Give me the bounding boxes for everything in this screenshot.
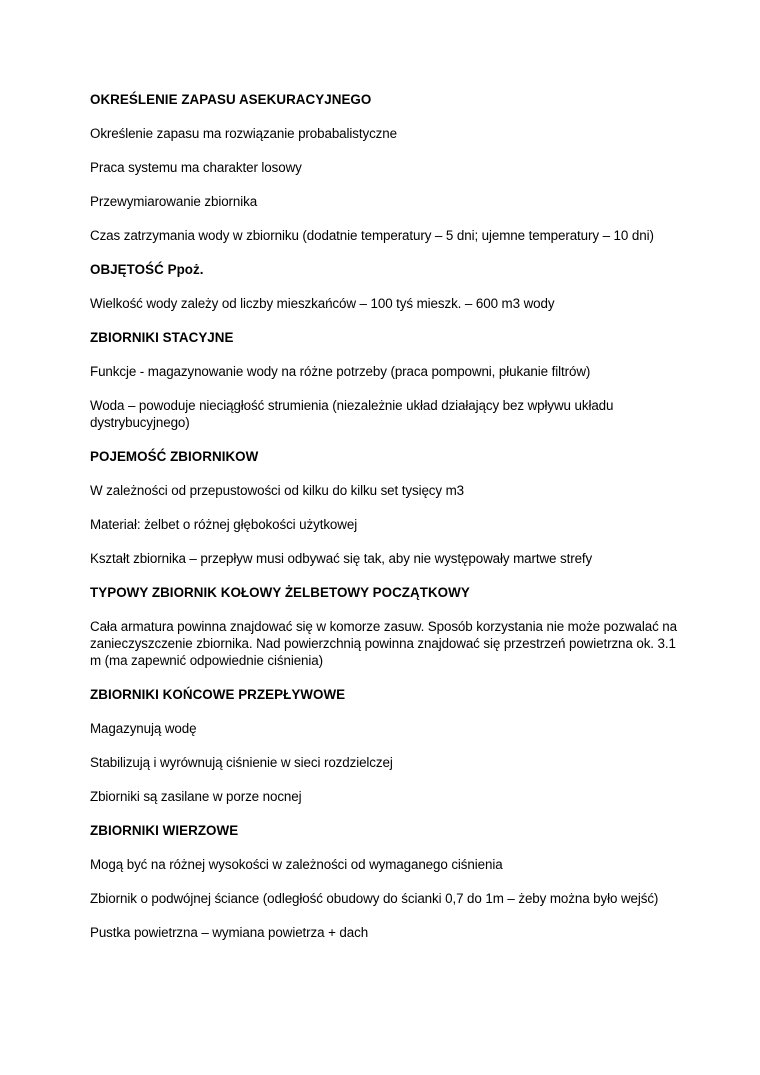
paragraph: Materiał: żelbet o różnej głębokości użytkowej	[90, 517, 358, 532]
paragraph: Zbiorniki są zasilane w porze nocnej	[90, 789, 302, 804]
section-heading: ZBIORNIKI STACYJNE	[90, 330, 234, 345]
paragraph: Zbiornik o podwójnej ściance (odległość obudowy do ścianki 0,7 do 1m – żeby można było wejść)	[90, 891, 659, 906]
paragraph: Mogą być na różnej wysokości w zależności od wymaganego ciśnienia	[90, 857, 503, 872]
paragraph: Kształt zbiornika – przepływ musi odbywać się tak, aby nie występowały martwe strefy	[90, 551, 593, 566]
section-heading: OBJĘTOŚĆ Ppoż.	[90, 262, 204, 277]
section-heading: POJEMOŚĆ ZBIORNIKOW	[90, 449, 259, 464]
paragraph: Przewymiarowanie zbiornika	[90, 194, 258, 209]
section-heading: ZBIORNIKI KOŃCOWE PRZEPŁYWOWE	[90, 687, 346, 702]
paragraph: Praca systemu ma charakter losowy	[90, 160, 302, 175]
section-heading: OKREŚLENIE ZAPASU ASEKURACYJNEGO	[90, 92, 372, 107]
paragraph: Magazynują wodę	[90, 721, 197, 736]
paragraph: Wielkość wody zależy od liczby mieszkańców – 100 tyś mieszk. – 600 m3 wody	[90, 296, 555, 311]
paragraph: Czas zatrzymania wody w zbiorniku (dodatnie temperatury – 5 dni; ujemne temperatury – 10 dni)	[90, 228, 654, 243]
paragraph: Woda – powoduje nieciągłość strumienia (niezależnie układ działający bez wpływu układu dystrybucyjnego)	[90, 398, 614, 430]
paragraph: Funkcje - magazynowanie wody na różne potrzeby (praca pompowni, płukanie filtrów)	[90, 364, 591, 379]
paragraph: Cała armatura powinna znajdować się w komorze zasuw. Sposób korzystania nie może pozwalać na zanieczyszczenie zbiornika. Nad powierzchnią powinna znajdować się przestrzeń powietrzna ok. 3.1 m (ma zapewnić odpowiednie ciśnienia)	[90, 619, 677, 668]
paragraph: Określenie zapasu ma rozwiązanie probabalistyczne	[90, 126, 397, 141]
paragraph: Stabilizują i wyrównują ciśnienie w sieci rozdzielczej	[90, 755, 393, 770]
section-heading: TYPOWY ZBIORNIK KOŁOWY ŻELBETOWY POCZĄTKOWY	[90, 585, 470, 600]
document-page	[90, 91, 680, 958]
section-heading: ZBIORNIKI WIERZOWE	[90, 823, 239, 838]
paragraph: Pustka powietrzna – wymiana powietrza + dach	[90, 925, 369, 940]
paragraph: W zależności od przepustowości od kilku do kilku set tysięcy m3	[90, 483, 464, 498]
